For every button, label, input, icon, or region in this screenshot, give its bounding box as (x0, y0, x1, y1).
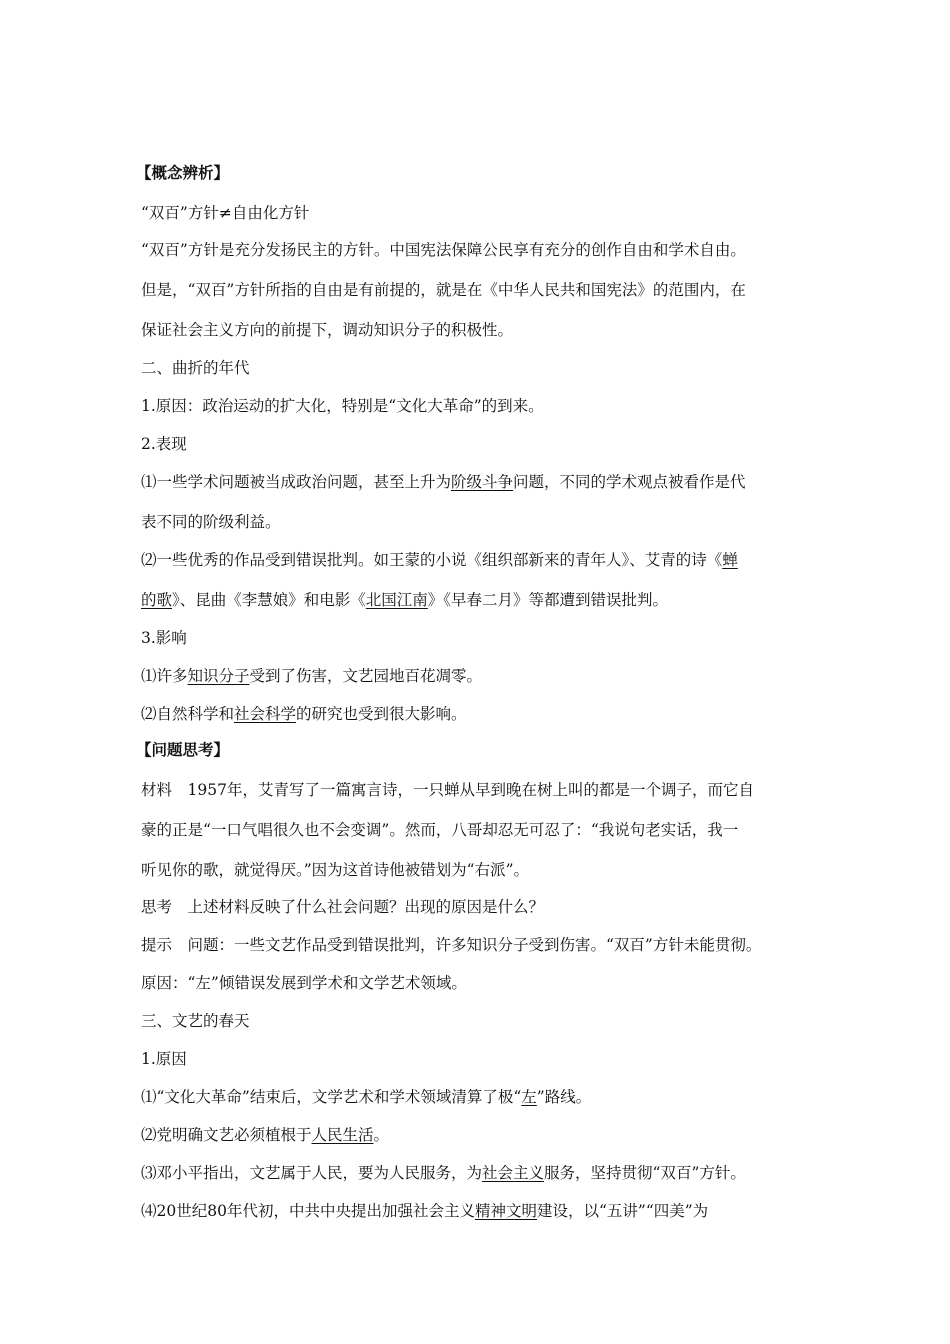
underlined-term: 人民生活 (311, 1126, 374, 1144)
paragraph-line: 但是，“双百”方针所指的自由是有前提的，就是在《中华人民共和国宪法》的范围内，在 (141, 281, 746, 299)
underlined-term: 的歌 (141, 591, 173, 609)
material-line: 听见你的歌，就觉得厌。”因为这首诗他被错划为“右派”。 (141, 861, 530, 879)
subheading: 1.原因 (141, 1050, 187, 1068)
subheading: 3.影响 (141, 629, 187, 647)
paragraph-line: “双百”方针是充分发扬民主的方针。中国宪法保障公民享有充分的创作自由和学术自由。 (141, 241, 746, 259)
paragraph-line (141, 1163, 746, 1183)
question-heading: 【问题思考】 (136, 740, 230, 759)
subheading: 2.表现 (141, 435, 187, 453)
material-line: 材料 1957年，艾青写了一篇寓言诗，一只蝉从早到晚在树上叫的都是一个调子，而它自 (141, 781, 754, 799)
text-span: 》、昆曲《李慧娘》和电影《 (172, 591, 366, 609)
text-span: 受到了伤害，文艺园地百花凋零。 (249, 667, 483, 685)
hint-line: 提示 问题：一些文艺作品受到错误批判，许多知识分子受到伤害。“双百”方针未能贯彻。 (141, 936, 762, 954)
text-span: ”路线。 (536, 1088, 592, 1106)
underlined-term: 左 (521, 1088, 537, 1106)
text-span: ⑷20世纪80年代初，中共中央提出加强社会主义 (141, 1202, 475, 1220)
paragraph-line (141, 1201, 708, 1221)
reason-line: 原因：“左”倾错误发展到学术和文学艺术领域。 (141, 974, 467, 992)
text-span: 的研究也受到很大影响。 (296, 705, 467, 723)
material-line: 豪的正是“一口气唱很久也不会变调”。然而，八哥却忍无可忍了：“我说句老实话，我一 (141, 821, 739, 839)
text-span: 服务，坚持贯彻“双百”方针。 (544, 1164, 746, 1182)
underlined-term: 知识分子 (187, 667, 250, 685)
text-span: 问题，不同的学术观点被看作是代 (513, 473, 746, 491)
text-span: 。 (373, 1126, 390, 1144)
paragraph-line (141, 666, 482, 686)
text-span: ⑵一些优秀的作品受到错误批判。如王蒙的小说《组织部新来的青年人》、艾青的诗《 (141, 551, 723, 569)
paragraph-line (141, 1087, 591, 1107)
underlined-term: 精神文明 (474, 1202, 537, 1220)
underlined-term: 社会科学 (234, 705, 297, 723)
paragraph-line (141, 1125, 389, 1145)
paragraph-line: 表不同的阶级利益。 (141, 513, 281, 531)
text-span: ⑴“文化大革命”结束后，文学艺术和学术领域清算了极“ (141, 1088, 522, 1106)
paragraph-line (141, 472, 746, 492)
underlined-term: 阶级斗争 (451, 473, 514, 491)
section-heading: 三、文艺的春天 (141, 1012, 250, 1030)
cause-line: 1.原因：政治运动的扩大化，特别是“文化大革命”的到来。 (141, 397, 544, 415)
text-span: ⑶邓小平指出，文艺属于人民，要为人民服务，为 (141, 1164, 483, 1182)
concept-subtitle: “双百”方针≠自由化方针 (141, 204, 310, 222)
text-span: 》《早春二月》等都遭到错误批判。 (427, 591, 669, 609)
paragraph-line (141, 704, 467, 724)
underlined-term: 北国江南 (365, 591, 428, 609)
paragraph-line: 保证社会主义方向的前提下，调动知识分子的积极性。 (141, 321, 514, 339)
underlined-term: 社会主义 (482, 1164, 545, 1182)
paragraph-line (141, 550, 738, 570)
text-span: ⑴一些学术问题被当成政治问题，甚至上升为 (141, 473, 452, 491)
text-span: 建设，以“五讲”“四美”为 (536, 1202, 709, 1220)
paragraph-line (141, 590, 668, 610)
section-heading: 二、曲折的年代 (141, 359, 250, 377)
think-line: 思考 上述材料反映了什么社会问题？出现的原因是什么？ (141, 898, 545, 916)
underlined-term: 蝉 (722, 551, 738, 569)
concept-heading: 【概念辨析】 (136, 163, 230, 182)
text-span: ⑵党明确文艺必须植根于 (141, 1126, 312, 1144)
text-span: ⑵自然科学和 (141, 705, 235, 723)
text-span: ⑴许多 (141, 667, 188, 685)
